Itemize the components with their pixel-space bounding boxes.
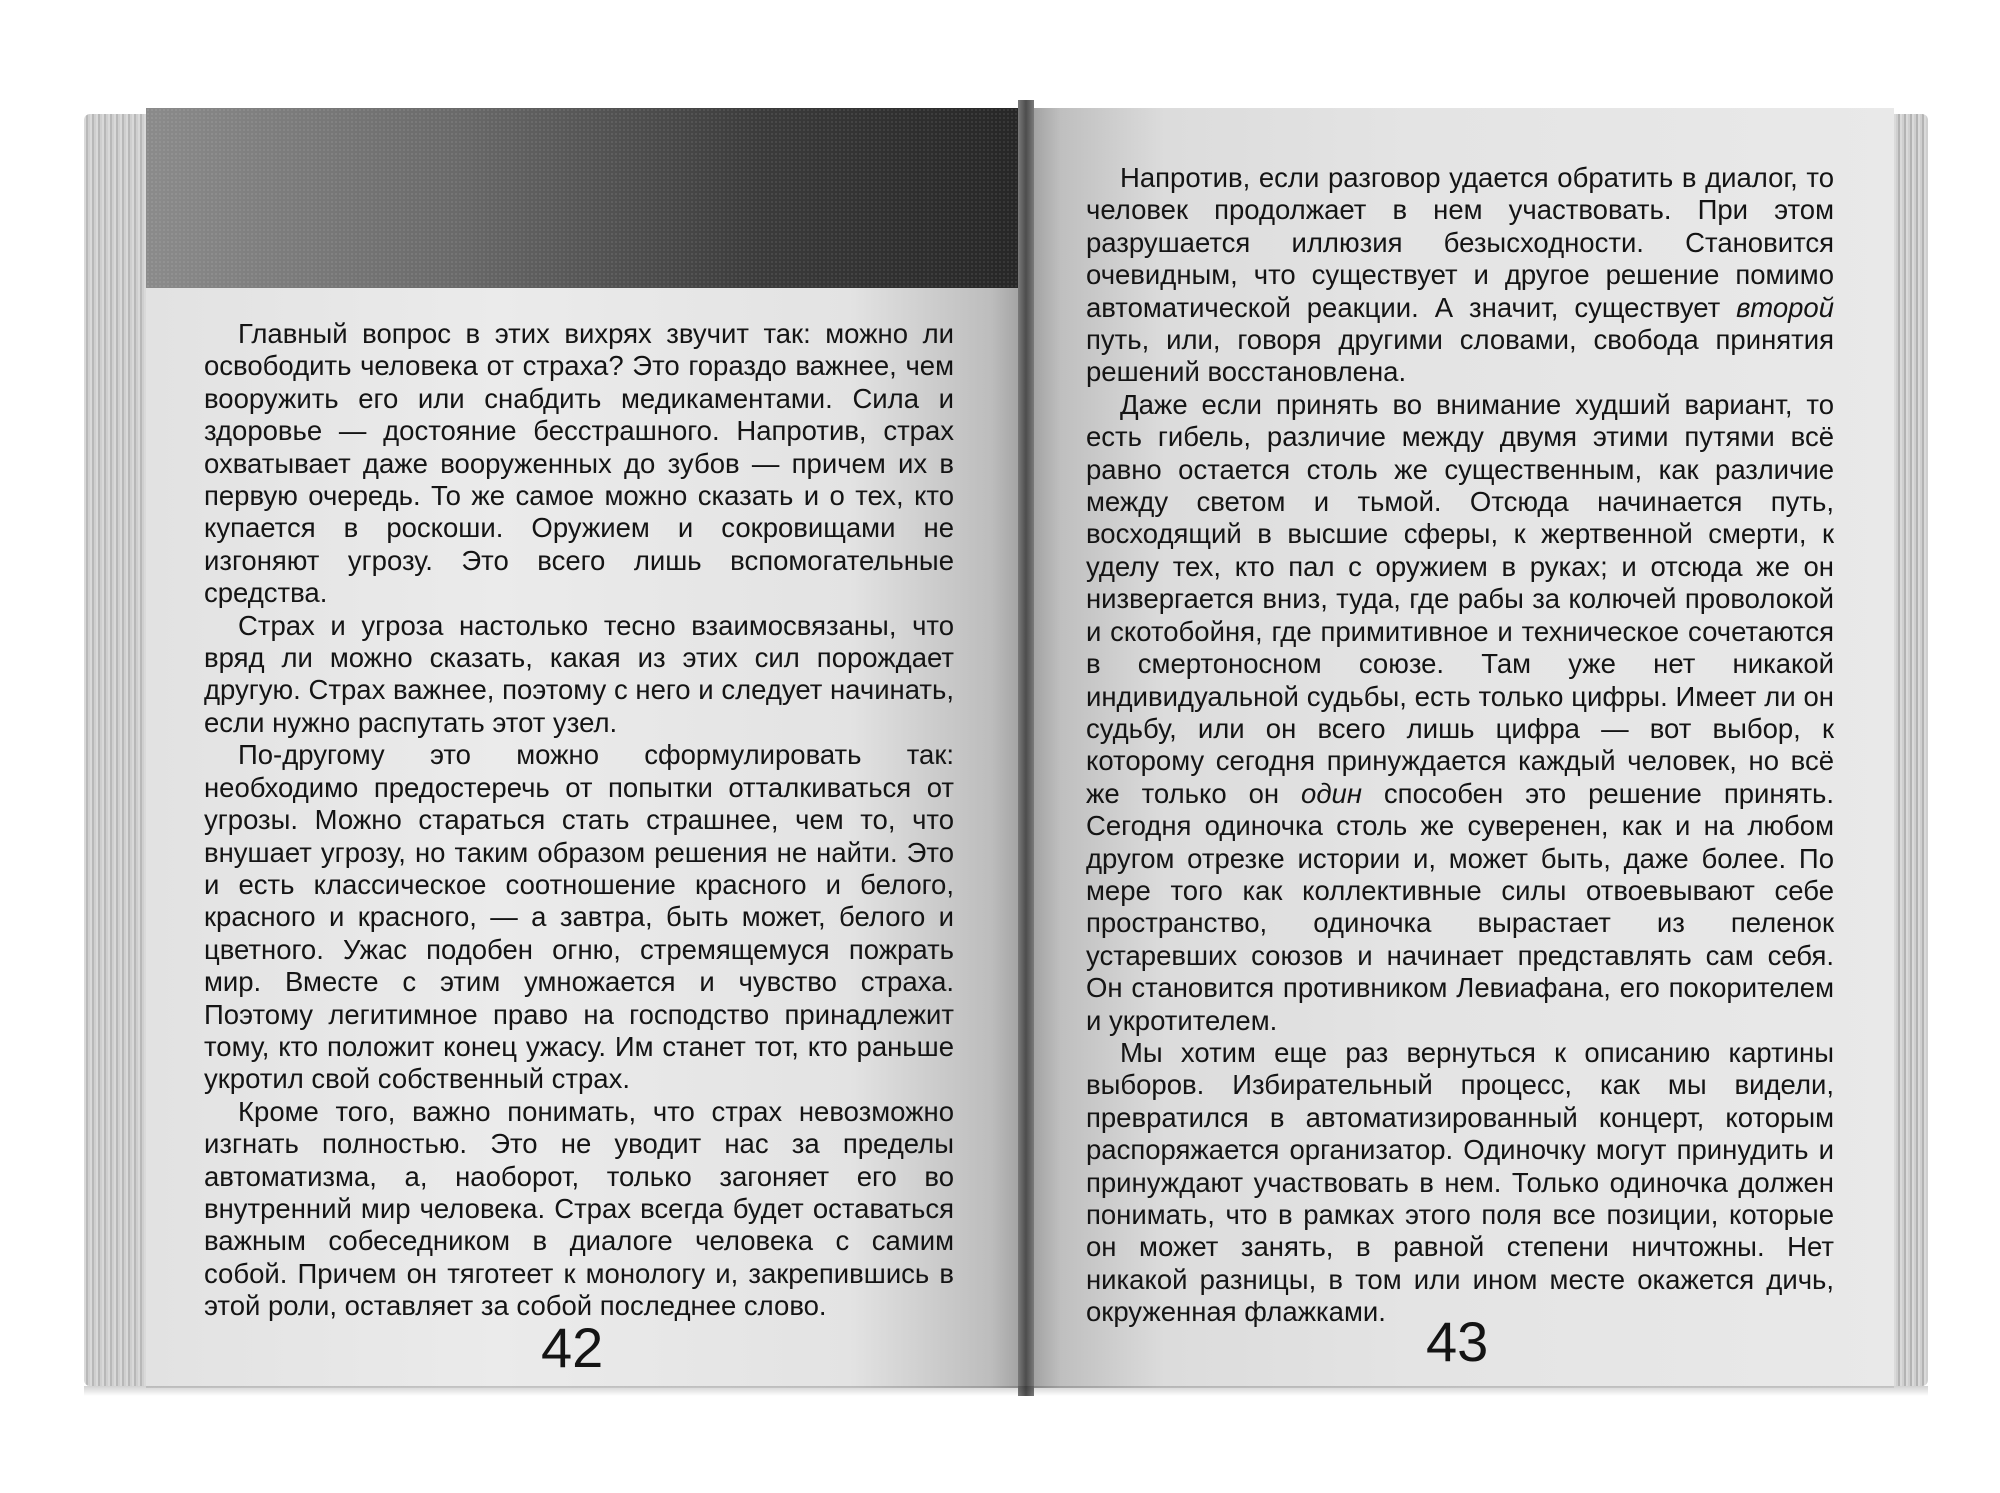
right-paragraph-2-start: Даже если принять во внимание худший вариант, то есть гибель, различие между двумя этими путями всё равно остается столь же существенным, как различие между светом и тьмой. Отсюда начинается путь, восходящий в высшие сферы, к жертвенной смерти, к уделу тех, кто пал с оружием в руках; и отсюда же он низвергается вниз, туда, где рабы за колючей проволокой и скотобойня, где примитивное и техническое сочетаются в смертоносном союзе. Там уже нет никакой индивидуальной судьбы, есть только цифры. Имеет ли он судьбу, или он всего лишь цифра — вот выбор, к которому сегодня принуждается каждый человек, но всё же только он <box>1086 388 1834 809</box>
left-paragraph-4: Кроме того, важно понимать, что страх невозможно изгнать полностью. Это не уводит нас за пределы автоматизма, а, наоборот, только загоняет его во внутренний мир человека. Страх всегда будет оставаться важным собеседником в диалоге человека с самим собой. Причем он тяготеет к монологу и, закрепившись в этой роли, оставляет за собой последнее слово. <box>204 1095 954 1322</box>
left-page-header-band <box>146 108 1026 288</box>
left-paragraph-1: Главный вопрос в этих вихрях звучит так: можно ли освободить человека от страха? Это гораздо важнее, чем вооружить его или снабдить медикаментами. Сила и здоровье — достояние бесстрашного. Напротив, страх охватывает даже вооруженных до зубов — причем их в первую очередь. То же самое можно сказать и о тех, кто купается в роскоши. Оружием и сокровищами не изгоняют угрозу. Это всего лишь вспомогательные средства. <box>204 318 954 609</box>
right-paragraph-1-emphasis: второй <box>1736 291 1834 323</box>
right-paragraph-3: Мы хотим еще раз вернуться к описанию картины выборов. Избирательный процесс, как мы видели, превратился в автоматизированный концерт, которым распоряжается организатор. Одиночку могут принудить и принуждают участвовать в нем. Только одиночка должен понимать, что в рамках этого поля все позиции, которые он может занять, в равной степени ничтожны. Нет никакой разницы, в том или ином месте окажется дичь, окруженная флажками. <box>1086 1036 1834 1328</box>
right-paragraph-1-start: Напротив, если разговор удается обратить в диалог, то человек продолжает в нем участвовать. При этом разрушается иллюзия безысходности. Становится очевидным, что существует и другое решение помимо автоматической реакции. А значит, существует <box>1086 162 1834 323</box>
left-page-text <box>204 318 954 1323</box>
left-paragraph-3: По-другому это можно сформулировать так: необходимо предостеречь от попытки отталкиваться от угрозы. Можно стараться стать страшнее, чем то, что внушает угрозу, но таким образом решения не найти. Это и есть классическое соотношение красного и белого, красного и красного, — а завтра, быть может, белого и цветного. Ужас подобен огню, стремящемуся пожрать мир. Вместе с этим умножается и чувство страха. Поэтому легитимное право на господство принадлежит тому, кто положит конец ужасу. Им станет тот, кто раньше укротил свой собственный страх. <box>204 739 954 1095</box>
book-spine <box>1018 100 1034 1396</box>
right-page-edges <box>1890 114 1928 1386</box>
left-page-number: 42 <box>541 1316 604 1379</box>
right-page <box>1026 108 1894 1388</box>
book-shadow <box>84 1386 1928 1396</box>
right-paragraph-2-end: способен это решение принять. Сегодня одиночка столь же суверенен, как и на любом другом отрезке истории и, может быть, даже более. По мере того как коллективные силы отвоевывают себе пространство, одиночка вырастает из пеленок устаревших союзов и начинает представлять сам себя. Он становится противником Левиафана, его покорителем и укротителем. <box>1086 777 1835 1036</box>
right-page-text <box>1086 162 1834 1329</box>
right-paragraph-1-end: путь, или, говоря другими словами, свобода принятия решений восстановлена. <box>1086 324 1834 388</box>
right-page-number: 43 <box>1426 1310 1489 1373</box>
left-paragraph-2: Страх и угроза настолько тесно взаимосвязаны, что вряд ли можно сказать, какая из этих сил порождает другую. Страх важнее, поэтому с него и следует начинать, если нужно распутать этот узел. <box>204 609 954 738</box>
right-paragraph-2-emphasis: один <box>1301 777 1362 809</box>
left-page <box>146 108 1026 1388</box>
left-page-edges <box>84 114 150 1386</box>
right-paragraph-2 <box>1086 389 1834 1037</box>
right-paragraph-1 <box>1086 162 1834 389</box>
